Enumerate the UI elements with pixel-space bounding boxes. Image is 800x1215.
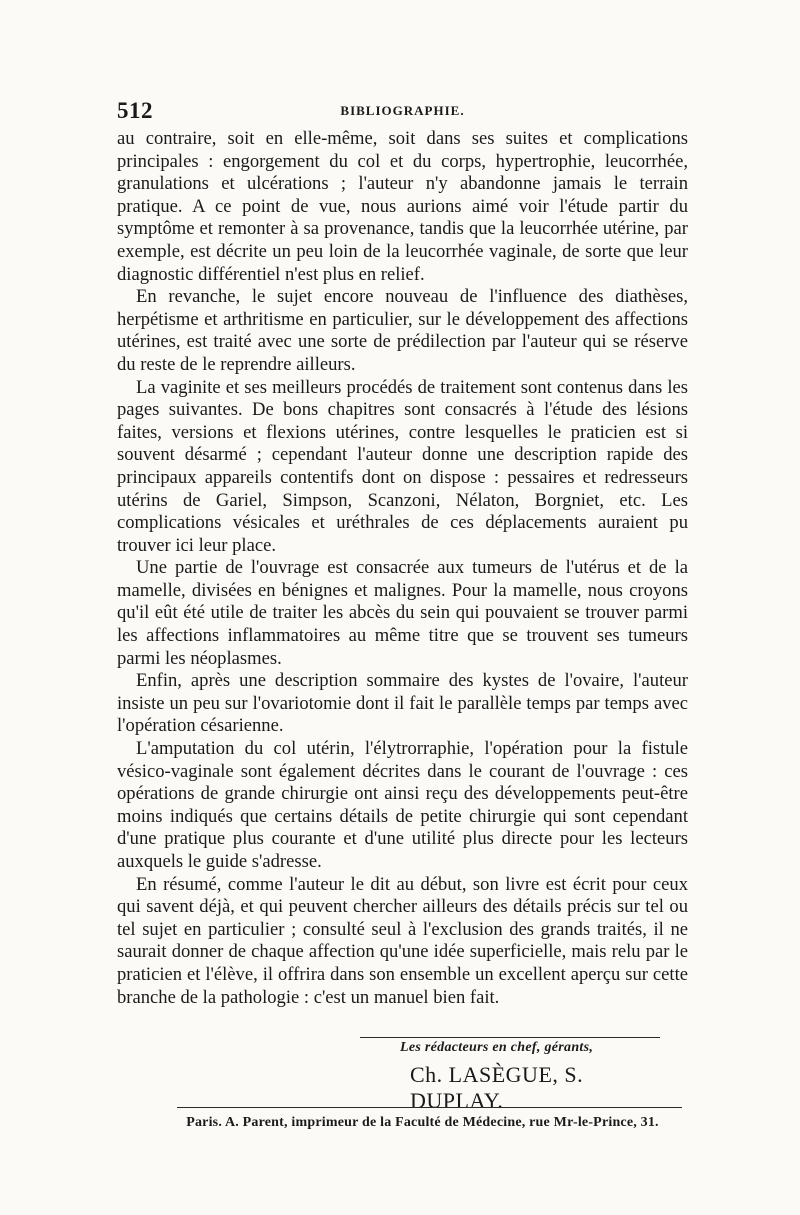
paragraph-7: En résumé, comme l'auteur le dit au début, son livre est écrit pour ceux qui savent déjà, et qui peuvent chercher ailleurs des détails précis sur tel ou tel sujet en particulier ; consulté seul à l'exclusion des grands traités, il ne saurait donner de chaque affection qu'une idée superficielle, mais relu par le praticien et l'élève, il offrira dans son ensemble un excellent aperçu sur cette branche de la pathologie : c'est un manuel bien fait. xyxy=(117,873,688,1008)
page-number: 512 xyxy=(117,98,153,123)
signature-names: Ch. LASÈGUE, S. DUPLAY. xyxy=(410,1062,584,1113)
colophon xyxy=(117,1107,688,1133)
page-header xyxy=(117,98,688,124)
paragraph-1: au contraire, soit en elle-même, soit dans ses suites et complications principales : engorgement du col et du corps, hypertrophie, leucorrhée, granulations et ulcérations ; l'auteur n'y abandonne jamais le terrain pratique. A ce point de vue, nous aurions aimé voir l'étude partir du symptôme et remonter à sa provenance, tandis que la leucorrhée utérine, par exemple, est décrite un peu loin de la leucorrhée vaginale, de sorte que leur diagnostic différentiel n'est plus en relief. xyxy=(117,128,688,285)
signature-role: Les rédacteurs en chef, gérants, xyxy=(400,1040,594,1055)
paragraph-5: Enfin, après une description sommaire des kystes de l'ovaire, l'auteur insiste un peu sur l'ovariotomie dont il fait le parallèle temps par temps avec l'opération césarienne. xyxy=(117,670,688,737)
body-text xyxy=(117,128,688,1009)
signature-rule xyxy=(360,1037,660,1038)
running-title: BIBLIOGRAPHIE. xyxy=(340,103,465,118)
printer-imprint: Paris. A. Parent, imprimeur de la Faculté de Médecine, rue Mr-le-Prince, 31. xyxy=(186,1115,659,1130)
paragraph-3: La vaginite et ses meilleurs procédés de traitement sont contenus dans les pages suivantes. De bons chapitres sont consacrés à l'étude des lésions faites, versions et flexions utérines, contre lesquelles le praticien est si souvent désarmé ; cependant l'auteur donne une description rapide des principaux appareils contentifs dont on dispose : pessaires et redresseurs utérins de Gariel, Simpson, Scanzoni, Nélaton, Borgniet, etc. Les complications vésicales et uréthrales de ces déplacements auraient pu trouver ici leur place. xyxy=(117,376,688,556)
colophon-rule xyxy=(177,1107,682,1108)
paragraph-4: Une partie de l'ouvrage est consacrée aux tumeurs de l'utérus et de la mamelle, divisées en bénignes et malignes. Pour la mamelle, nous croyons qu'il eût été utile de traiter les abcès du sein qui pouvaient se trouver parmi les affections inflammatoires au même titre que se trouvent ses tumeurs parmi les néoplasmes. xyxy=(117,557,688,669)
paragraph-6: L'amputation du col utérin, l'élytrorraphie, l'opération pour la fistule vésico-vaginale sont également décrites dans le courant de l'ouvrage : ces opérations de grande chirurgie ont ainsi reçu des développements peut-être moins indiqués que certains détails de petite chirurgie qui sont cependant d'une pratique plus courante et d'une utilité plus directe pour les lecteurs auxquels le guide s'adresse. xyxy=(117,738,688,872)
paragraph-2: En revanche, le sujet encore nouveau de l'influence des diathèses, herpétisme et arthritisme en particulier, sur le développement des affections utérines, est traité avec une sorte de prédilection par l'auteur qui se réserve du reste de le reprendre ailleurs. xyxy=(117,286,688,375)
